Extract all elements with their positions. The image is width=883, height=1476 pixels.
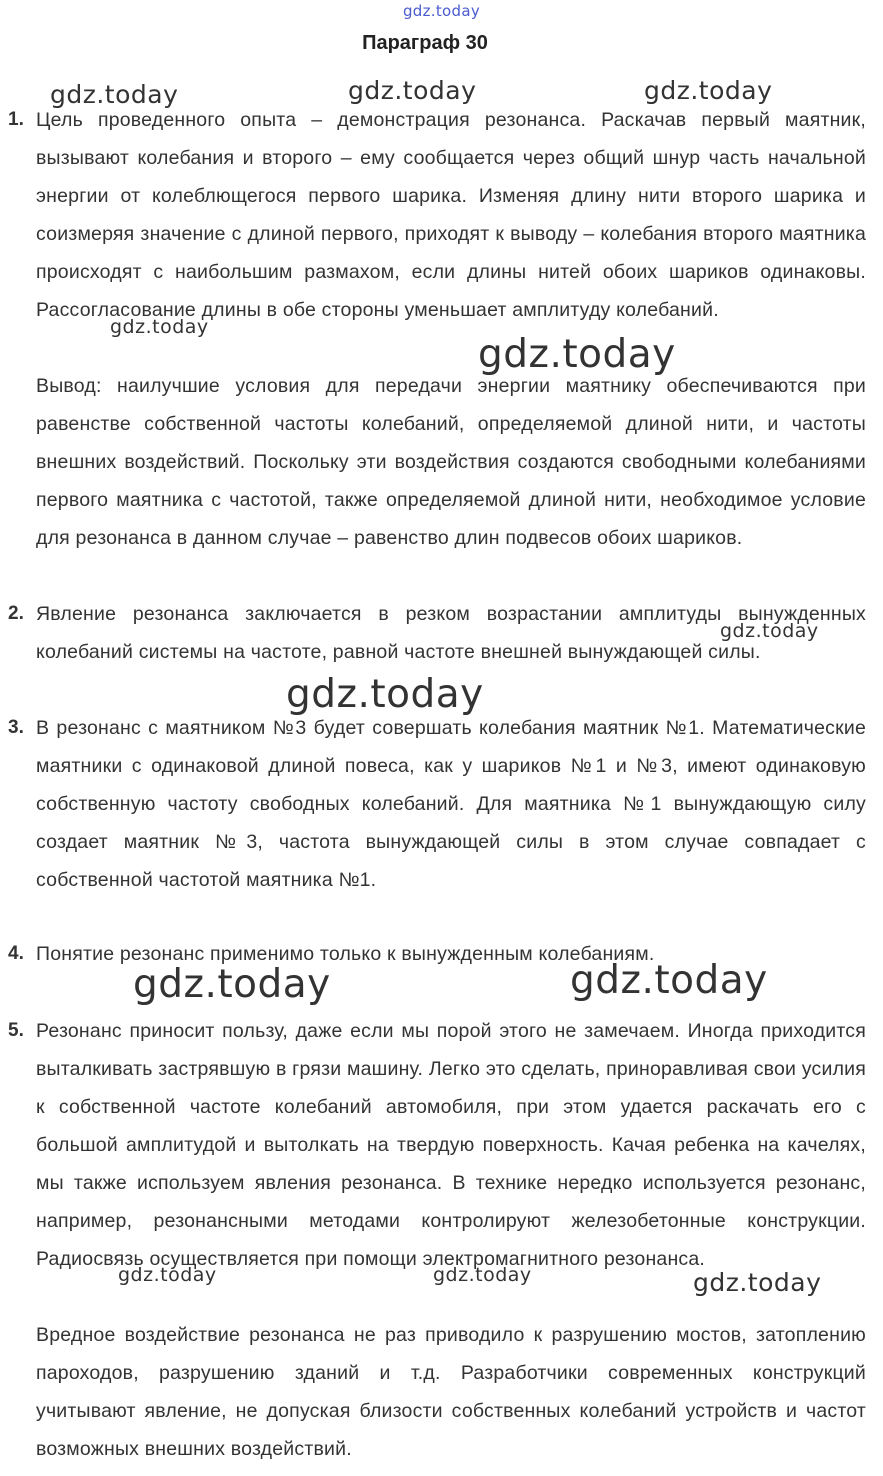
- watermark: gdz.today: [720, 620, 819, 642]
- item-number-3: 3.: [8, 717, 24, 738]
- item-5-paragraph-1: Резонанс приносит пользу, даже если мы порой этого не замечаем. Иногда приходится выталкивать застрявшую в грязи машину. Легко это сделать, приноравливая свои усилия к собственной частоте колебаний автомобиля, при этом удается раскачать его с большой амплитудой и вытолкать на твердую поверхность. Качая ребенка на качелях, мы также используем явления резонанса. В технике нередко используется резонанс, например, резонансными методами контролируют железобетонные конструкции. Радиосвязь осуществляется при помощи электромагнитного резонанса.: [36, 1020, 866, 1270]
- watermark: gdz.today: [133, 962, 331, 1007]
- page-title: Параграф 30: [362, 32, 488, 54]
- watermark: gdz.today: [286, 672, 484, 717]
- item-5-paragraph-2: Вредное воздействие резонанса не раз приводило к разрушению мостов, затоплению пароходов, разрушению зданий и т.д. Разработчики современных конструкций учитывают явление, не допуская близости собственных колебаний устройств и частот возможных внешних воздействий.: [36, 1324, 866, 1460]
- watermark: gdz.today: [110, 316, 209, 338]
- watermark: gdz.today: [644, 76, 773, 105]
- item-number-1: 1.: [8, 109, 24, 130]
- item-number-5: 5.: [8, 1020, 24, 1041]
- watermark: gdz.today: [433, 1264, 532, 1286]
- item-1-paragraph-2: Вывод: наилучшие условия для передачи энергии маятнику обеспечиваются при равенстве собственной частоты колебаний, определяемой длиной нити, и частоты внешних воздействий. Поскольку эти воздействия создаются свободными колебаниями первого маятника с частотой, также определяемой длиной нити, необходимое условие для резонанса в данном случае – равенство длин подвесов обоих шариков.: [36, 375, 866, 549]
- watermark: gdz.today: [118, 1264, 217, 1286]
- watermark: gdz.today: [50, 80, 179, 109]
- watermark: gdz.today: [478, 332, 676, 377]
- item-3-paragraph-1: В резонанс с маятником №3 будет совершать колебания маятник №1. Математические маятники с одинаковой длиной повеса, как у шариков №1 и №3, имеют одинаковую собственную частоту свободных колебаний. Для маятника №1 вынуждающую силу создает маятник №3, частота вынуждающей силы в этом случае совпадает с собственной частотой маятника №1.: [36, 717, 866, 891]
- item-number-4: 4.: [8, 943, 24, 964]
- watermark: gdz.today: [570, 958, 768, 1003]
- watermark: gdz.today: [693, 1268, 822, 1297]
- item-number-2: 2.: [8, 603, 24, 624]
- header-watermark: gdz.today: [402, 2, 481, 20]
- item-2-paragraph-1: Явление резонанса заключается в резком возрастании амплитуды вынужденных колебаний системы на частоте, равной частоте внешней вынуждающей силы.: [36, 603, 866, 663]
- item-1-paragraph-1: Цель проведенного опыта – демонстрация резонанса. Раскачав первый маятник, вызывают колебания и второго – ему сообщается через общий шнур часть начальной энергии от колеблющегося первого шарика. Изменяя длину нити второго шарика и соизмеряя значение с длиной первого, приходят к выводу – колебания второго маятника происходят с наибольшим размахом, если длины нитей обоих шариков одинаковы. Рассогласование длины в обе стороны уменьшает амплитуду колебаний.: [36, 109, 866, 321]
- watermark: gdz.today: [348, 76, 477, 105]
- item-4-paragraph-1: Понятие резонанс применимо только к вынужденным колебаниям.: [36, 943, 655, 965]
